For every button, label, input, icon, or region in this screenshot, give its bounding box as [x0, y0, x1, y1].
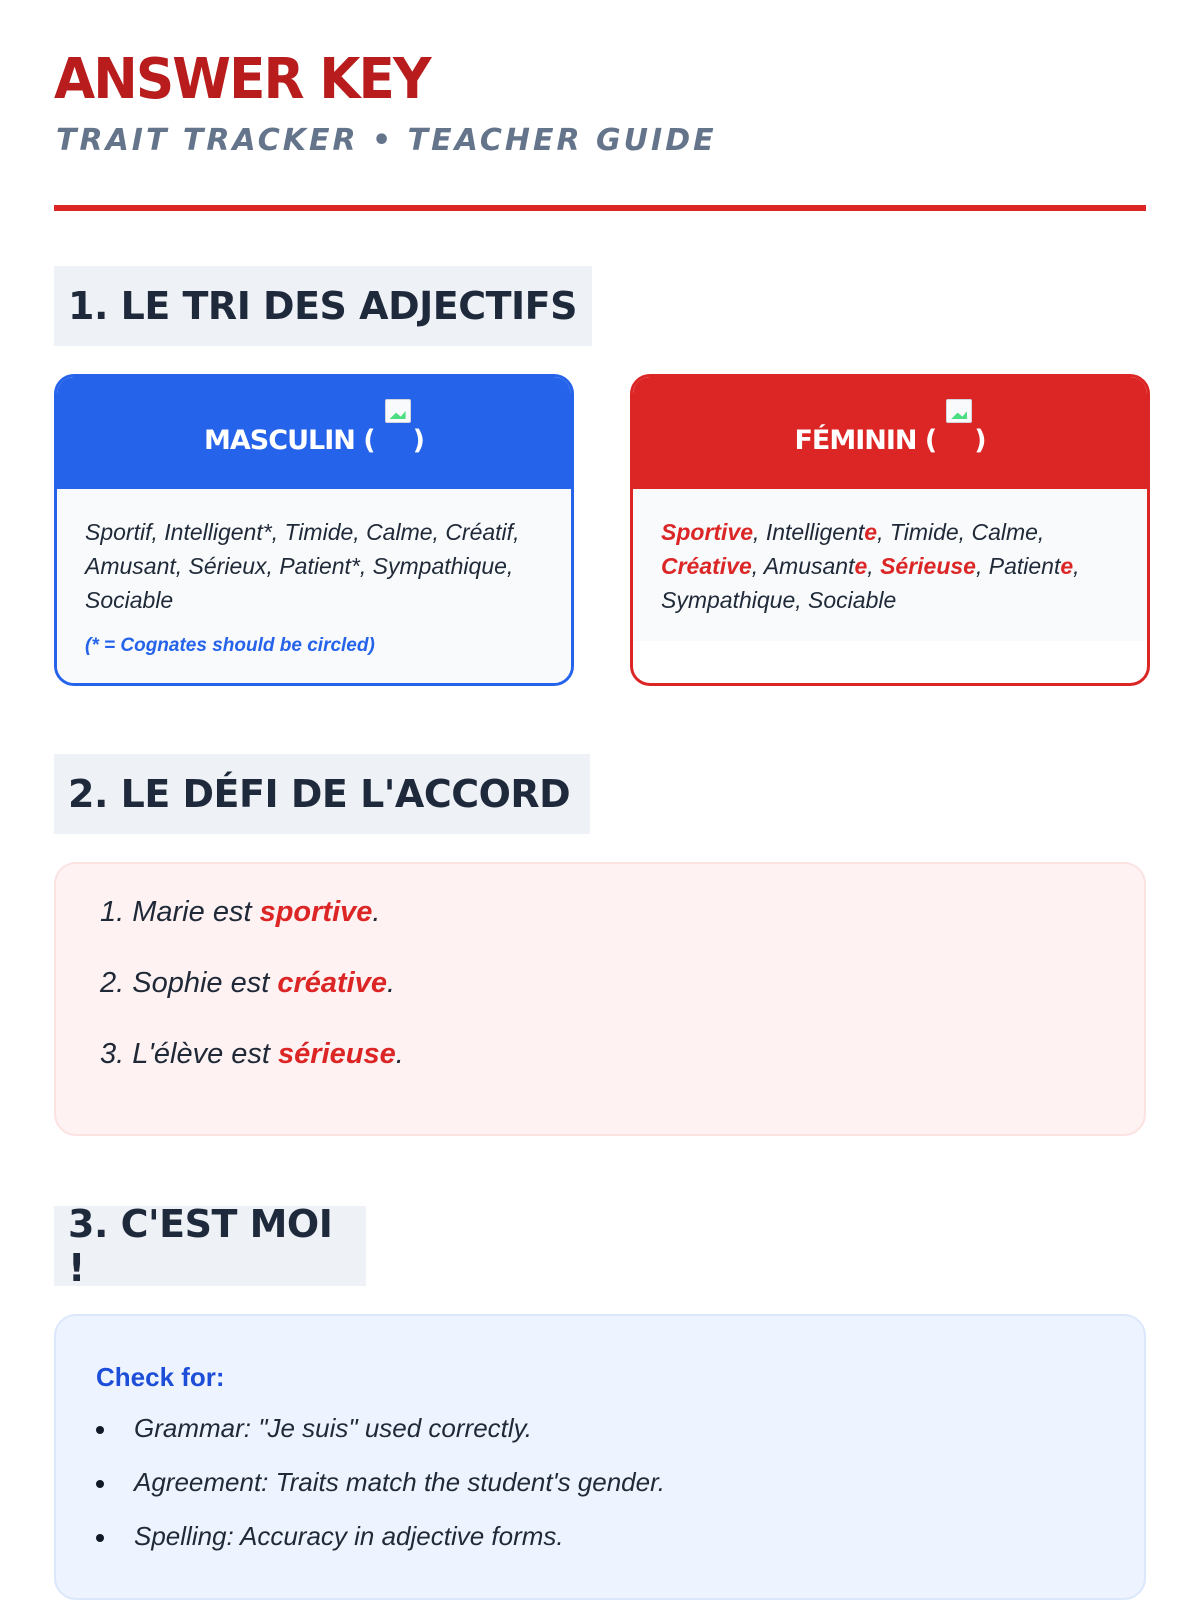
feminine-ending-highlight: Sérieuse [880, 553, 976, 579]
sentence-answer: créative [277, 967, 387, 999]
masculine-adjective: Sérieux [188, 553, 267, 579]
masculine-adjective: Patient* [279, 553, 360, 579]
section-heading-adjective-sort: 1. LE TRI DES ADJECTIFS [54, 266, 592, 346]
masculine-flag-slot [375, 425, 413, 455]
page-title: ANSWER KEY [54, 47, 430, 112]
sentence-prefix: 3. L'élève est [100, 1038, 279, 1070]
masculine-adjective: Timide [284, 519, 354, 545]
feminine-adjective: Timide [889, 519, 959, 545]
masculine-adjective: Sociable [85, 587, 174, 613]
feminine-adjective: Amusante [763, 553, 868, 579]
feminine-ending-highlight: e [854, 553, 868, 579]
agreement-sentence [100, 898, 1100, 927]
check-for-title: Check for: [96, 1362, 225, 1392]
feminine-word-list: Sportive, Intelligente, Timide, Calme, Créative, Amusante, Sérieuse, Patiente, Sympathique, Sociable [661, 519, 1080, 613]
masculine-word-list: Sportif, Intelligent*, Timide, Calme, Créatif, Amusant, Sérieux, Patient*, Sympathique, Sociable [85, 519, 520, 613]
sentence-answer: sportive [259, 896, 373, 928]
feminine-adjective: Intelligente [765, 519, 878, 545]
check-list [96, 1413, 1104, 1551]
masculine-adjective: Calme [366, 519, 433, 545]
broken-image-icon [385, 399, 411, 423]
feminine-adjective [661, 519, 753, 545]
feminine-adjective: Sociable [808, 587, 897, 613]
header-divider [54, 205, 1146, 211]
check-list-item [96, 1521, 1104, 1551]
check-item-text: Spelling: Accuracy in adjective forms. [134, 1521, 564, 1551]
feminine-adjective [661, 553, 752, 579]
bullet-icon [96, 1534, 104, 1542]
check-item-text: Agreement: Traits match the student's gender. [134, 1467, 666, 1497]
masculine-card-body [57, 489, 571, 683]
cognate-note: (* = Cognates should be circled) [85, 635, 375, 656]
feminine-ending-highlight: Créative [661, 553, 752, 579]
check-list-item [96, 1413, 1104, 1443]
feminine-adjective [880, 553, 976, 579]
bullet-icon [96, 1480, 104, 1488]
masculine-card [54, 374, 574, 686]
sentence-answer: sérieuse [278, 1038, 396, 1070]
feminine-ending-highlight: e [864, 519, 878, 545]
sentence-prefix: 1. Marie est [100, 896, 260, 928]
masculine-adjective: Sportif [85, 519, 152, 545]
masculine-card-header [57, 377, 571, 489]
agreement-answers-panel [54, 862, 1146, 1136]
feminine-ending-highlight: Sportive [661, 519, 754, 545]
check-item-text: Grammar: "Je suis" used correctly. [134, 1413, 532, 1443]
masculine-adjective: Intelligent* [164, 519, 272, 545]
masculine-label-suffix: ) [412, 424, 424, 456]
feminine-adjective: Sympathique [661, 587, 796, 613]
feminine-adjective: Patiente [988, 553, 1074, 579]
section-heading-cest-moi: 3. C'EST MOI ! [54, 1206, 366, 1286]
sentence-suffix: . [372, 896, 381, 928]
sentence-suffix: . [395, 1038, 404, 1070]
masculine-adjective: Créatif [445, 519, 514, 545]
masculine-label-prefix: MASCULIN ( [204, 424, 375, 456]
feminine-ending-highlight: e [1060, 553, 1074, 579]
agreement-sentence [100, 1040, 1100, 1069]
feminine-card-header [633, 377, 1147, 489]
page-subtitle: TRAIT TRACKER • TEACHER GUIDE [56, 123, 717, 158]
feminine-label-suffix: ) [974, 424, 986, 456]
bullet-icon [96, 1426, 104, 1434]
feminine-label-prefix: FÉMININ ( [794, 424, 937, 456]
feminine-card-body [633, 489, 1147, 641]
feminine-card [630, 374, 1150, 686]
section-heading-agreement-challenge: 2. LE DÉFI DE L'ACCORD [54, 754, 590, 834]
feminine-flag-slot [936, 425, 974, 455]
feminine-adjective: Calme [971, 519, 1038, 545]
check-for-panel [54, 1314, 1146, 1600]
masculine-adjective: Sympathique [372, 553, 507, 579]
agreement-sentence [100, 969, 1100, 998]
sentence-suffix: . [387, 967, 396, 999]
masculine-adjective: Amusant [85, 553, 176, 579]
sentence-prefix: 2. Sophie est [100, 967, 278, 999]
check-list-item [96, 1467, 1104, 1497]
broken-image-icon [946, 399, 972, 423]
